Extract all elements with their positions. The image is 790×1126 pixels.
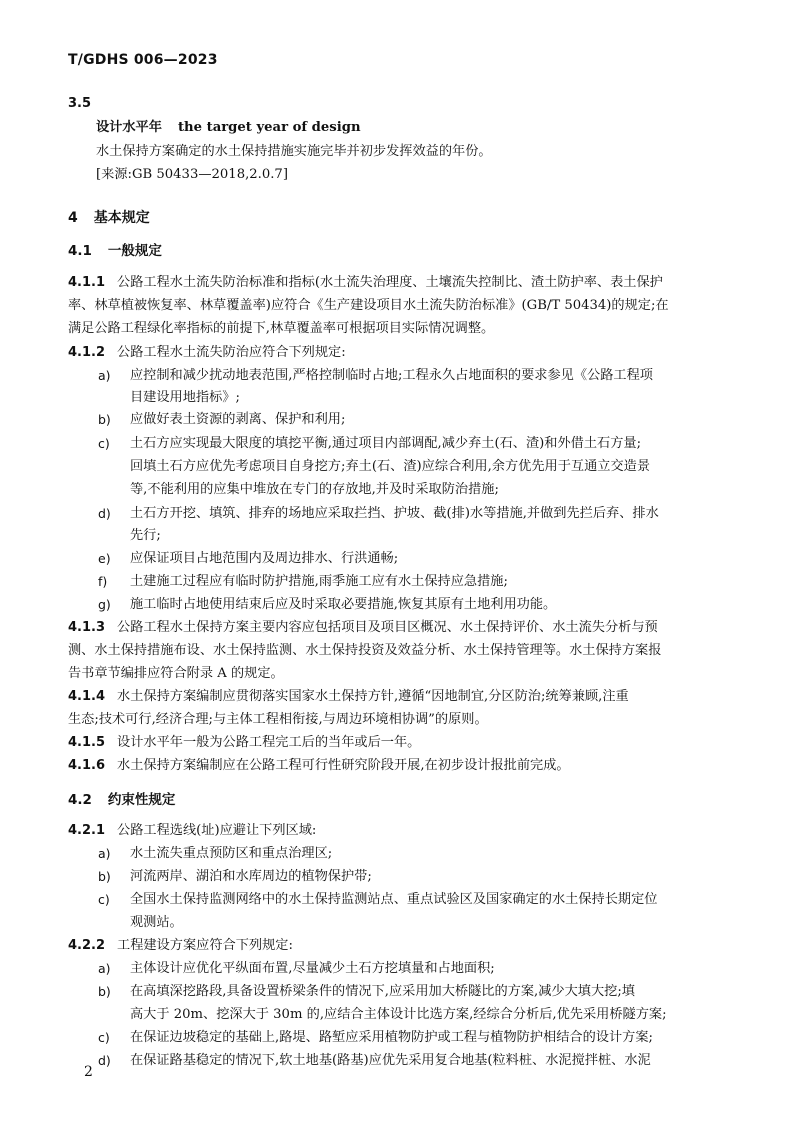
list-item-text: 在保证路基稳定的情况下,软土地基(路基)应优先采用复合地基(粒料桩、水泥搅拌桩、水泥 bbox=[130, 1053, 651, 1068]
list-label: e) bbox=[98, 551, 111, 566]
list-label: c) bbox=[98, 436, 110, 451]
section-number: 3.5 bbox=[68, 96, 92, 111]
clause-text: 公路工程选线(址)应避让下列区域: bbox=[117, 823, 317, 838]
clause-number: 4.1.6 bbox=[68, 758, 106, 773]
clause bbox=[68, 688, 629, 706]
list-item-text: 目建设用地指标》; bbox=[130, 390, 240, 405]
clause-text: 工程建设方案应符合下列规定: bbox=[117, 938, 293, 953]
clause-number: 4.1.1 bbox=[68, 275, 106, 290]
clause bbox=[68, 937, 293, 955]
clause-text: 测、水土保持措施布设、水土保持监测、水土保持投资及效益分析、水土保持管理等。水土保持方案报 bbox=[68, 643, 662, 658]
clause-text: 满足公路工程绿化率指标的前提下,林草覆盖率可根据项目实际情况调整。 bbox=[68, 321, 495, 336]
section-heading bbox=[68, 242, 162, 260]
clause bbox=[68, 344, 346, 362]
clause bbox=[68, 619, 658, 637]
section-title: 约束性规定 bbox=[107, 792, 176, 808]
list-item-text: 应做好表土资源的剥离、保护和利用; bbox=[130, 412, 346, 427]
clause-text: 水土保持方案编制应贯彻落实国家水土保持方针,遵循“因地制宜,分区防治;统筹兼顾,注重 bbox=[117, 689, 629, 704]
list-item-text: 土石方应实现最大限度的填挖平衡,通过项目内部调配,减少弃土(石、渣)和外借土石方量; bbox=[130, 436, 642, 451]
list-item-text: 在高填深挖路段,具备设置桥梁条件的情况下,应采用加大桥隧比的方案,减少大填大挖;填 bbox=[130, 984, 635, 999]
list-label: a) bbox=[98, 846, 111, 861]
clause-text: 设计水平年一般为公路工程完工后的当年或后一年。 bbox=[117, 735, 421, 750]
list-item-text: 观测站。 bbox=[130, 915, 183, 930]
list-item-text: 应保证项目占地范围内及周边排水、行洪通畅; bbox=[130, 551, 399, 566]
list-label: f) bbox=[98, 574, 108, 589]
clause-text: 公路工程水土流失防治应符合下列规定: bbox=[117, 345, 346, 360]
list-item-text: 全国水土保持监测网络中的水土保持监测站点、重点试验区及国家确定的水土保持长期定位 bbox=[130, 892, 658, 907]
clause bbox=[68, 734, 420, 752]
term-english: the target year of design bbox=[177, 120, 361, 135]
list-item-text: 回填土石方应优先考虑项目自身挖方;弃土(石、渣)应综合利用,余方优先用于互通立交造景 bbox=[130, 459, 651, 474]
clause-text: 率、林草植被恢复率、林草覆盖率)应符合《生产建设项目水土流失防治标准》(GB/T 50434)的规定;在 bbox=[68, 298, 669, 313]
term-chinese: 设计水平年 bbox=[96, 120, 162, 135]
term-definition: 水土保持方案确定的水土保持措施实施完毕并初步发挥效益的年份。 bbox=[96, 144, 492, 159]
list-item-text: 水土流失重点预防区和重点治理区; bbox=[130, 846, 333, 861]
list-label: a) bbox=[98, 368, 111, 383]
list-item-text: 施工临时占地使用结束后应及时采取必要措施,恢复其原有土地利用功能。 bbox=[130, 597, 557, 612]
section-number: 4.2 bbox=[68, 792, 92, 808]
chapter-heading bbox=[68, 209, 150, 227]
clause-text: 公路工程水土保持方案主要内容应包括项目及项目区概况、水土保持评价、水土流失分析与预 bbox=[117, 620, 658, 635]
list-label: a) bbox=[98, 961, 111, 976]
clause-text: 公路工程水土流失防治标准和指标(水土流失治理度、土壤流失控制比、渣土防护率、表土保护 bbox=[117, 275, 663, 290]
clause-number: 4.1.4 bbox=[68, 689, 106, 704]
list-item-text: 土建施工过程应有临时防护措施,雨季施工应有水土保持应急措施; bbox=[130, 574, 508, 589]
clause-text: 告书章节编排应符合附录 A 的规定。 bbox=[68, 666, 284, 681]
list-item-text: 应控制和减少扰动地表范围,严格控制临时占地;工程永久占地面积的要求参见《公路工程项 bbox=[130, 368, 653, 383]
term-source: [来源:GB 50433—2018,2.0.7] bbox=[96, 167, 288, 182]
clause bbox=[68, 274, 663, 292]
list-label: g) bbox=[98, 597, 111, 612]
clause bbox=[68, 757, 570, 775]
clause-number: 4.2.1 bbox=[68, 823, 106, 838]
list-label: c) bbox=[98, 892, 110, 907]
clause-text: 生态;技术可行,经济合理;与主体工程相衔接,与周边环境相协调”的原则。 bbox=[68, 712, 488, 727]
list-item-text: 在保证边坡稳定的基础上,路堤、路堑应采用植物防护或工程与植物防护相结合的设计方案; bbox=[130, 1030, 653, 1045]
list-item-text: 等,不能利用的应集中堆放在专门的存放地,并及时采取防治措施; bbox=[130, 482, 499, 497]
list-label: b) bbox=[98, 984, 111, 999]
list-label: b) bbox=[98, 869, 111, 884]
clause-text: 水土保持方案编制应在公路工程可行性研究阶段开展,在初步设计报批前完成。 bbox=[117, 758, 570, 773]
list-label: d) bbox=[98, 506, 111, 521]
chapter-title: 基本规定 bbox=[93, 210, 150, 226]
list-item-text: 先行; bbox=[130, 528, 161, 543]
list-label: b) bbox=[98, 412, 111, 427]
clause-number: 4.1.3 bbox=[68, 620, 106, 635]
section-number: 4.1 bbox=[68, 243, 92, 259]
list-item-text: 土石方开挖、填筑、排弃的场地应采取拦挡、护坡、截(排)水等措施,并做到先拦后弃、排水 bbox=[130, 506, 659, 521]
list-item-text: 主体设计应优化平纵面布置,尽量减少土石方挖填量和占地面积; bbox=[130, 961, 495, 976]
clause bbox=[68, 822, 316, 840]
chapter-number: 4 bbox=[68, 210, 78, 226]
list-label: d) bbox=[98, 1053, 111, 1068]
section-heading bbox=[68, 791, 175, 809]
term-entry bbox=[96, 119, 361, 137]
standard-code-header: T/GDHS 006—2023 bbox=[68, 52, 218, 68]
list-item-text: 河流两岸、湖泊和水库周边的植物保护带; bbox=[130, 869, 372, 884]
list-label: c) bbox=[98, 1030, 110, 1045]
page-number: 2 bbox=[84, 1064, 93, 1080]
clause-number: 4.1.2 bbox=[68, 345, 106, 360]
section-title: 一般规定 bbox=[107, 243, 162, 259]
list-item-text: 高大于 20m、挖深大于 30m 的,应结合主体设计比选方案,经综合分析后,优先采用桥隧方案; bbox=[130, 1007, 667, 1022]
clause-number: 4.1.5 bbox=[68, 735, 106, 750]
clause-number: 4.2.2 bbox=[68, 938, 106, 953]
